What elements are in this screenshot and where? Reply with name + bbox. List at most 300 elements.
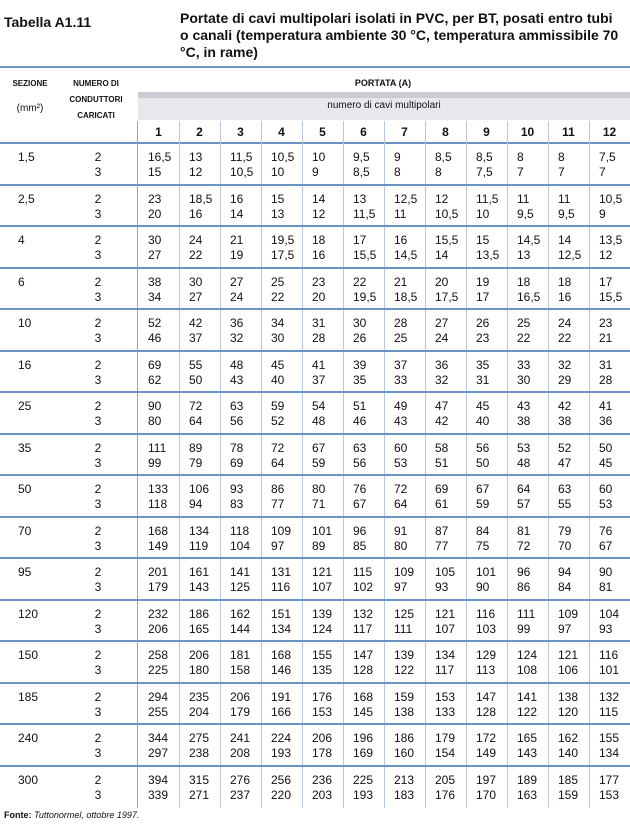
value-cell: 7,5 [476,165,493,179]
value-cell: 14,5 [394,248,418,262]
value-cell: 186 [394,731,415,745]
table-row [0,352,630,392]
value-cell: 124 [312,621,333,636]
conductor-count-cell: 3 [94,497,102,511]
value-cell: 153 [599,787,620,802]
value-cell: 13,5 [599,233,623,247]
value-cell: 101 [476,565,497,579]
value-cell: 139 [312,606,333,621]
value-cell: 51 [353,399,367,413]
value-cell: 8 [558,150,565,164]
conductor-count-cell: 2 [94,731,102,745]
value-cell: 13 [271,206,285,221]
value-cell: 7 [599,165,606,179]
value-cell: 64 [189,414,203,428]
value-cell: 43 [517,399,531,413]
value-cell: 186 [189,606,210,621]
value-cell: 11,5 [476,191,499,206]
cable-number-8: 8 [442,125,449,139]
value-cell: 14 [230,206,244,221]
value-cell: 155 [599,731,620,745]
value-cell: 19 [476,274,490,289]
value-cell: 10 [271,165,285,179]
value-cell: 165 [517,731,538,745]
conductor-count-cell: 3 [94,165,102,179]
cable-number-4: 4 [278,125,285,139]
value-cell: 59 [476,497,490,511]
cable-number-11: 11 [562,125,575,139]
value-cell: 255 [148,704,169,719]
value-cell: 38 [148,274,162,289]
value-cell: 27 [189,289,203,304]
value-cell: 121 [435,606,456,621]
value-cell: 36 [230,316,244,330]
value-cell: 52 [148,316,162,330]
value-cell: 135 [312,663,333,677]
sezione-cell: 16 [18,357,32,372]
value-cell: 96 [353,523,367,538]
value-cell: 48 [312,414,326,428]
value-cell: 158 [230,663,251,677]
value-cell: 55 [189,357,203,372]
conductor-count-cell: 3 [94,746,102,760]
value-cell: 17,5 [271,248,295,262]
value-cell: 45 [271,357,285,372]
value-cell: 17 [476,289,490,304]
value-cell: 72 [189,399,203,413]
sezione-cell: 25 [18,399,32,413]
value-cell: 36 [435,357,449,372]
value-cell: 10,5 [271,150,295,164]
value-cell: 201 [148,565,169,579]
conductor-count-cell: 2 [94,191,102,206]
value-cell: 67 [312,440,326,455]
value-cell: 101 [599,663,620,677]
value-cell: 63 [230,399,244,413]
sezione-cell: 6 [18,274,25,289]
table-row [0,435,630,475]
value-cell: 315 [189,772,210,787]
value-cell: 153 [435,689,456,704]
value-cell: 32 [230,331,244,345]
value-cell: 7 [517,165,524,179]
value-cell: 16,5 [148,150,172,164]
source-note [4,810,139,820]
value-cell: 169 [353,746,374,760]
value-cell: 93 [599,621,613,636]
value-cell: 11 [517,191,530,206]
value-cell: 47 [435,399,449,413]
cable-number-12: 12 [602,125,617,139]
value-cell: 81 [599,580,613,594]
conductor-count-cell: 3 [94,704,102,719]
value-cell: 27 [435,316,449,330]
value-cell: 163 [517,787,538,802]
value-cell: 16,5 [517,289,541,304]
table-title: Portate di cavi multipolari isolati in PVC, per BT, posati entro tubi o canali (temperatura ambiente 30 °C, temperatura ammissibile 70 °C, in rame) [180,10,619,60]
value-cell: 42 [189,316,203,330]
value-cell: 134 [435,648,456,662]
value-cell: 37 [394,357,408,372]
value-cell: 84 [558,580,572,594]
value-cell: 12,5 [394,191,418,206]
value-cell: 67 [599,538,613,553]
value-cell: 17 [353,233,367,247]
value-cell: 32 [435,372,449,387]
value-cell: 63 [353,440,367,455]
value-cell: 85 [353,538,367,553]
value-cell: 143 [189,580,210,594]
value-cell: 17 [599,274,613,289]
value-cell: 134 [189,523,210,538]
value-cell: 13 [353,191,367,206]
value-cell: 56 [230,414,244,428]
sezione-cell: 95 [18,565,32,579]
value-cell: 24 [230,289,244,304]
value-cell: 128 [353,663,374,677]
value-cell: 102 [353,580,374,594]
value-cell: 26 [353,331,367,345]
value-cell: 69 [230,455,244,470]
value-cell: 37 [312,372,326,387]
value-cell: 116 [271,580,291,594]
value-cell: 294 [148,689,169,704]
cable-number-1: 1 [155,125,162,139]
value-cell: 24 [435,331,449,345]
value-cell: 36 [599,414,613,428]
value-cell: 179 [148,580,169,594]
value-cell: 89 [189,440,203,455]
value-cell: 9 [394,150,401,164]
value-cell: 9 [599,206,606,221]
value-cell: 12 [189,165,203,179]
value-cell: 116 [599,648,619,662]
value-cell: 225 [353,772,374,787]
value-cell: 87 [435,523,449,538]
value-cell: 205 [435,772,456,787]
value-cell: 104 [230,538,251,553]
value-cell: 17,5 [435,289,459,304]
value-cell: 23 [312,274,326,289]
value-cell: 116 [476,606,496,621]
value-cell: 14 [312,191,326,206]
cable-number-9: 9 [483,125,490,139]
value-cell: 149 [148,538,169,553]
value-cell: 166 [271,704,292,719]
value-cell: 206 [312,731,333,745]
value-cell: 109 [558,606,579,621]
conductor-count-cell: 3 [94,787,102,802]
value-cell: 33 [517,357,531,372]
value-cell: 15 [148,165,162,179]
conductor-count-cell: 2 [94,357,102,372]
table-label: Tabella A1.11 [4,14,92,30]
sezione-cell: 50 [18,482,32,496]
value-cell: 16 [394,233,408,247]
value-cell: 23 [476,331,490,345]
value-cell: 160 [394,746,415,760]
value-cell: 97 [394,580,408,594]
value-cell: 51 [435,455,449,470]
value-cell: 50 [189,372,203,387]
table-row [0,767,630,807]
value-cell: 81 [517,523,531,538]
sezione-cell: 240 [18,731,39,745]
value-cell: 28 [394,316,408,330]
table-row [0,227,630,267]
source-label: Fonte: [4,810,32,820]
sezione-cell: 2,5 [18,191,35,206]
conductor-count-cell: 3 [94,455,102,470]
value-cell: 30 [353,316,367,330]
value-cell: 97 [271,538,285,553]
value-cell: 84 [476,523,490,538]
value-cell: 224 [271,731,292,745]
table-header [0,0,630,68]
value-cell: 168 [353,689,374,704]
value-cell: 132 [353,606,374,621]
table-body [0,144,630,808]
value-cell: 9 [312,165,319,179]
value-cell: 146 [271,663,292,677]
value-cell: 8,5 [435,150,452,164]
value-cell: 139 [394,648,415,662]
value-cell: 35 [353,372,367,387]
value-cell: 22 [558,331,572,345]
conductor-count-cell: 3 [94,621,102,636]
cable-number-2: 2 [196,125,203,139]
table-row [0,310,630,350]
conductor-count-cell: 3 [94,538,102,553]
value-cell: 27 [148,248,162,262]
value-cell: 94 [558,565,572,579]
value-cell: 193 [353,787,374,802]
value-cell: 19,5 [353,289,377,304]
value-cell: 49 [394,399,408,413]
value-cell: 138 [394,704,415,719]
value-cell: 18 [312,233,326,247]
value-cell: 97 [558,621,572,636]
value-cell: 38 [517,414,531,428]
value-cell: 275 [189,731,210,745]
value-cell: 9,5 [558,206,575,221]
value-cell: 16 [189,206,203,221]
sezione-cell: 300 [18,772,39,787]
value-cell: 144 [230,621,251,636]
value-cell: 31 [476,372,490,387]
value-cell: 24 [189,233,203,247]
value-cell: 19 [230,248,244,262]
conductor-count-cell: 3 [94,248,102,262]
value-cell: 107 [435,621,456,636]
value-cell: 147 [476,689,497,704]
value-cell: 24 [558,316,572,330]
value-cell: 69 [148,357,162,372]
value-cell: 101 [312,523,333,538]
value-cell: 111 [517,606,536,621]
value-cell: 34 [148,289,162,304]
value-cell: 90 [148,399,162,413]
value-cell: 241 [230,731,251,745]
value-cell: 42 [558,399,572,413]
value-cell: 71 [312,497,326,511]
value-cell: 122 [517,704,538,719]
value-cell: 23 [148,191,162,206]
value-cell: 99 [517,621,531,636]
value-cell: 7,5 [599,150,616,164]
value-cell: 20 [148,206,162,221]
value-cell: 37 [189,331,203,345]
value-cell: 75 [476,538,490,553]
value-cell: 79 [189,455,203,470]
value-cell: 96 [517,565,531,579]
numero-line2: CONDUTTORI [69,95,123,104]
value-cell: 106 [558,663,579,677]
conductor-count-cell: 2 [94,523,102,538]
value-cell: 117 [435,663,455,677]
conductor-count-cell: 3 [94,580,102,594]
value-cell: 7 [558,165,565,179]
table-row [0,725,630,765]
value-cell: 54 [312,399,326,413]
value-cell: 138 [558,689,579,704]
sezione-cell: 70 [18,523,32,538]
value-cell: 117 [353,621,373,636]
value-cell: 105 [435,565,456,579]
value-cell: 118 [148,497,168,511]
value-cell: 204 [189,704,210,719]
value-cell: 236 [312,772,333,787]
value-cell: 162 [558,731,579,745]
value-cell: 10,5 [435,206,459,221]
value-cell: 18,5 [394,289,418,304]
value-cell: 8 [517,150,524,164]
value-cell: 179 [230,704,251,719]
value-cell: 111 [148,440,167,455]
value-cell: 134 [599,746,620,760]
value-cell: 30 [148,233,162,247]
value-cell: 129 [476,648,497,662]
value-cell: 99 [148,455,162,470]
value-cell: 20 [435,274,449,289]
value-cell: 16 [230,191,244,206]
value-cell: 62 [148,372,162,387]
value-cell: 28 [312,331,326,345]
value-cell: 26 [476,316,490,330]
value-cell: 10 [476,206,490,221]
value-cell: 155 [312,648,333,662]
value-cell: 83 [230,497,244,511]
conductor-count-cell: 2 [94,440,102,455]
conductor-count-cell: 3 [94,414,102,428]
value-cell: 151 [271,606,292,621]
value-cell: 34 [271,316,285,330]
value-cell: 56 [353,455,367,470]
table-row [0,144,630,184]
value-cell: 121 [558,648,579,662]
value-cell: 9,5 [517,206,534,221]
value-cell: 58 [435,440,449,455]
value-cell: 115 [353,565,373,579]
value-cell: 72 [394,482,408,496]
value-cell: 33 [394,372,408,387]
value-cell: 67 [476,482,490,496]
value-cell: 140 [558,746,579,760]
value-cell: 180 [189,663,210,677]
value-cell: 220 [271,787,292,802]
value-cell: 45 [476,399,490,413]
sezione-label: SEZIONE [12,79,48,88]
table-row [0,642,630,682]
cable-number-6: 6 [360,125,367,139]
value-cell: 297 [148,746,169,760]
value-cell: 11 [394,206,407,221]
value-cell: 41 [312,357,326,372]
value-cell: 64 [394,497,408,511]
table-row [0,269,630,309]
value-cell: 168 [148,523,169,538]
value-cell: 176 [435,787,456,802]
value-cell: 185 [558,772,579,787]
value-cell: 141 [517,689,538,704]
value-cell: 206 [148,621,169,636]
value-cell: 124 [517,648,538,662]
sezione-cell: 4 [18,233,25,247]
column-subheader: numero di cavi multipolari [327,100,441,111]
sezione-unit: (mm²) [16,103,44,114]
value-cell: 16 [558,289,572,304]
column-header-sezione [2,76,58,116]
value-cell: 35 [476,357,490,372]
value-cell: 107 [312,580,333,594]
value-cell: 72 [517,538,531,553]
value-cell: 94 [189,497,203,511]
value-cell: 70 [558,538,572,553]
conductor-count-cell: 2 [94,689,102,704]
value-cell: 32 [558,357,572,372]
table-row [0,186,630,226]
value-cell: 13 [517,248,531,262]
value-cell: 238 [189,746,210,760]
value-cell: 20 [312,289,326,304]
value-cell: 131 [271,565,292,579]
value-cell: 394 [148,772,169,787]
value-cell: 50 [476,455,490,470]
conductor-count-cell: 2 [94,772,102,787]
value-cell: 80 [394,538,408,553]
value-cell: 22 [189,248,203,262]
value-cell: 50 [599,440,613,455]
value-cell: 206 [230,689,251,704]
value-cell: 14 [558,233,572,247]
value-cell: 258 [148,648,169,662]
value-cell: 10,5 [230,165,254,179]
sezione-cell: 1,5 [18,150,35,164]
value-cell: 208 [230,746,251,760]
value-cell: 38 [558,414,572,428]
value-cell: 64 [271,455,285,470]
value-cell: 86 [517,580,531,594]
source-text: Tuttonormel, ottobre 1997. [34,810,140,820]
value-cell: 149 [476,746,497,760]
value-cell: 111 [394,621,413,636]
conductor-count-cell: 2 [94,274,102,289]
sezione-cell: 10 [18,316,32,330]
sezione-cell: 150 [18,648,39,662]
value-cell: 77 [271,497,285,511]
conductor-count-cell: 2 [94,399,102,413]
value-cell: 12 [435,191,449,206]
